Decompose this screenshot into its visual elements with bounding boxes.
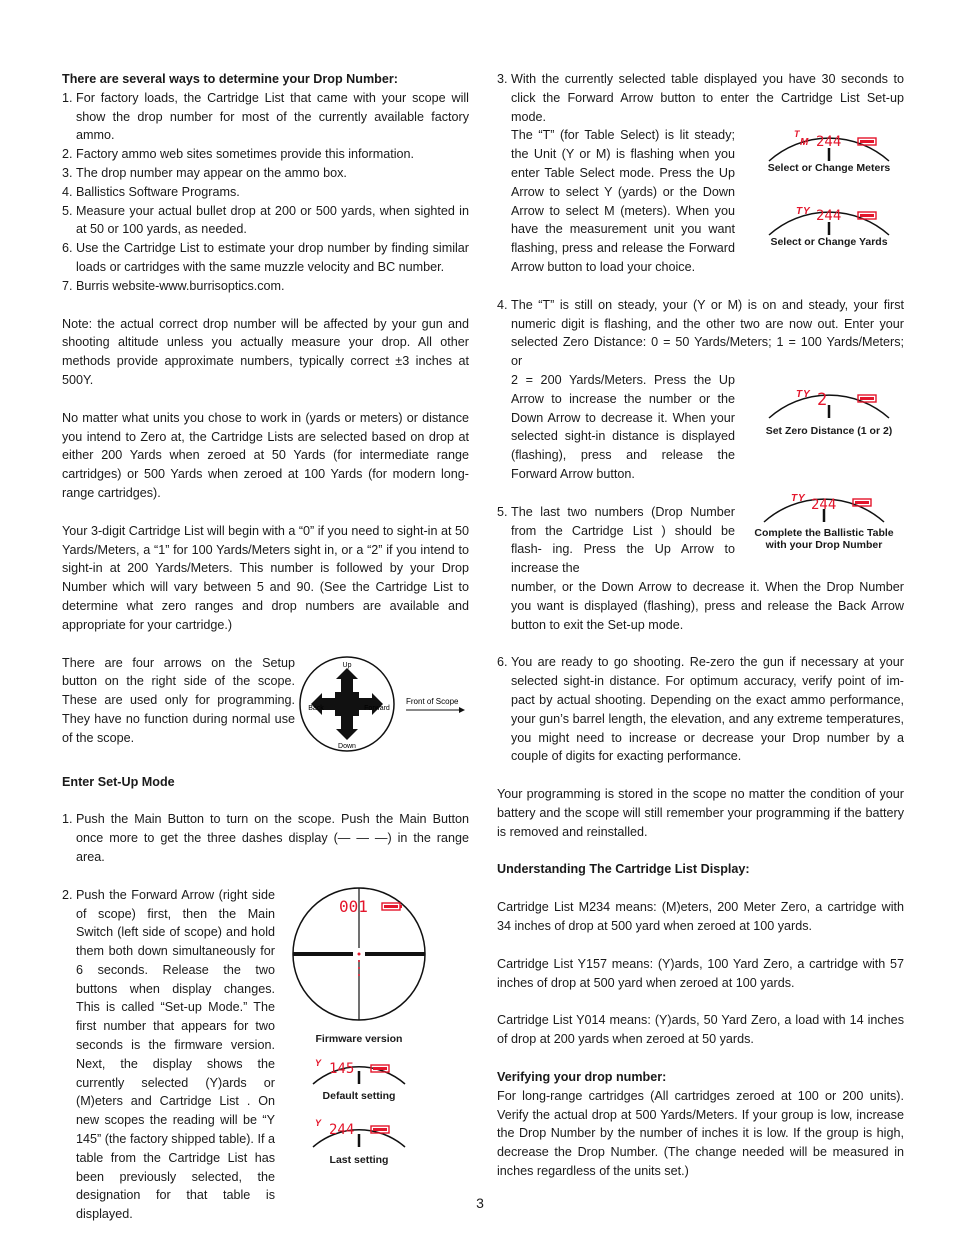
default-digits: 145 xyxy=(329,1060,355,1077)
meters-caption: Select or Change Meters xyxy=(767,162,891,175)
right-steps-6 xyxy=(497,653,904,766)
default-display xyxy=(309,1053,409,1085)
list-item: 1. For factory loads, the Cartridge List that came with your scope will show the drop number for most of the currently available factory ammo. xyxy=(62,90,469,143)
back-label: Back xyxy=(308,704,324,712)
list-item: 3. The drop number may appear on the ammo box. xyxy=(62,165,347,180)
firmware-caption: Firmware version xyxy=(315,1032,403,1045)
ways-list xyxy=(62,89,469,296)
verify-paragraph: For long-range cartridges (All cartridges zeroed at 100 or 200 units). Verify the actual drop at 500 Yards/Meters. If your group is low, increase the Drop Number by the number of inches it is low. If the group is high, decrease the Drop Number. (The change needed will be measured in inches regardless of the units set.) xyxy=(497,1088,904,1179)
y157-paragraph: Cartridge List Y157 means: (Y)ards, 100 Yard Zero, a cartridge with 57 inches of drop at 500 yard when zeroed at 100 yards. xyxy=(497,956,904,990)
digit-paragraph: Your 3-digit Cartridge List will begin with a “0” if you need to sight-in at 50 Yards/Meters, a “1” for 100 Yards/Meters sight in, or a “2” if you intend to sight-in at 200 Yards/Meters. This number is followed by your Drop Number which will vary between 5 and 90. (See the Cartridge List to determine what zero ranges and drop numbers are available and appropriate for your cartridge.) xyxy=(62,523,469,632)
svg-text:T: T xyxy=(796,388,803,400)
list-item: 2. Push the Forward Arrow (right side of scope) first, then the Main Switch (left side of scope) and hold them both down simultaneously for 6 seconds. Release the two buttons when display changes. This is called “Set-up Mode.” The first number that appears for two seconds is the firmware version. Next, the display shows the currently selected (Y)ards or (M)eters and Cartridge List . On new scopes the reading will be “Y 145” (the factory shipped table). If a table from the Cartridge List has been previously selected, the designation for that table is displayed. xyxy=(62,887,275,1222)
firmware-digits: 001 xyxy=(339,896,368,916)
zero-caption: Set Zero Distance (1 or 2) xyxy=(765,424,893,437)
list-item: 4. The “T” is still on steady, your (Y or M) is on and steady, your first numeric digit is flashing, and the other two are now out. Enter your selected Zero Distance: 0 = 50 Yards/Meters; 1 = 100 Yards/Meters; or xyxy=(497,297,904,369)
right-steps-5 xyxy=(497,503,735,578)
step3-section xyxy=(497,126,904,276)
list-item: 5. Measure your actual bullet drop at 200 or 500 yards, when sighted in at 50 or 100 yards, as needed. xyxy=(62,203,469,237)
setup-button-diagram xyxy=(297,654,469,754)
step4-figure xyxy=(754,371,904,437)
svg-text:T: T xyxy=(791,492,798,504)
meters-unit-letter: M xyxy=(800,137,809,149)
setup-steps xyxy=(62,810,469,866)
last-unit-letter: Y xyxy=(315,1118,322,1129)
step3-figures xyxy=(754,126,904,248)
yards-unit-letter: Y xyxy=(803,206,810,218)
arrows-paragraph: There are four arrows on the Setup button on the right side of the scope. These are used only for programming. They have no function during normal use of the scope. xyxy=(62,655,295,745)
setup-heading: Enter Set-Up Mode xyxy=(62,774,175,789)
page-number: 3 xyxy=(476,1195,484,1211)
last-display xyxy=(309,1112,409,1148)
step3-side-text: The “T” (for Table Select) is lit steady; the Unit (Y or M) is flashing when you enter Table Select mode. Press the Up Arrow to select Y (yards) or the Down Arrow to select M (meters). When you have the measurement unit you want flashing, press and release the Forward Arrow button to load your choice. xyxy=(511,128,735,274)
zero-display xyxy=(764,379,894,419)
list-item: 5. The last two numbers (Drop Number from the Cartridge List ) should be flash- ing. Press the Up Arrow to increase the xyxy=(497,504,735,576)
units-paragraph: No matter what units you chose to work in (yards or meters) or distance you intend to Zero at, the Cartridge Lists are selected based on drop at either 200 Yards when zeroed at 50 Yards (for intermediate range cartridges) or 500 Yards when zeroed at 100 Yards (for modern long- range cartridges). xyxy=(62,410,469,500)
list-item: 6. You are ready to go shooting. Re-zero the gun if necessary at your selected sight-in distance. For optimum accuracy, verify point of im- pact by actual shooting. Depending on the exact ammo performance, your gun’s barrel length, the elevation, and any extreme temperatures, you might need to increase or decrease your Drop number by a couple of digits for exacting performance. xyxy=(497,655,904,764)
understanding-heading: Understanding The Cartridge List Display: xyxy=(497,862,750,877)
step2-section xyxy=(62,886,469,1224)
front-of-scope-label: Front of Scope xyxy=(406,696,459,706)
last-caption: Last setting xyxy=(329,1154,389,1167)
list-item: 7. Burris website-www.burrisoptics.com. xyxy=(62,278,285,293)
svg-text:T: T xyxy=(796,206,803,218)
complete-unit-letter: Y xyxy=(798,492,805,504)
svg-text:T: T xyxy=(794,129,800,140)
left-column xyxy=(62,70,469,1224)
yards-display xyxy=(764,196,894,236)
list-item: 1. Push the Main Button to turn on the scope. Push the Main Button once more to get the three dashes display (— — —) in the range area. xyxy=(62,812,469,864)
last-digits: 244 xyxy=(329,1122,355,1139)
step5-figure xyxy=(744,483,904,551)
step4-section xyxy=(497,371,904,484)
y014-paragraph: Cartridge List Y014 means: (Y)ards, 50 Yard Zero, a load with 14 inches of drop at 200 yards when zeroed at 50 yards. xyxy=(497,1013,904,1047)
yards-caption: Select or Change Yards xyxy=(770,236,888,249)
step5-rest-text: number, or the Down Arrow to decrease it. When the Drop Number you want is displayed (flashing), press and release the Back Arrow button to exit the Set-up mode. xyxy=(511,579,904,632)
up-label: Up xyxy=(342,661,352,669)
stored-paragraph: Your programming is stored in the scope no matter the condition of your battery and the scope will still remember your programming if the battery is removed and reinstalled. xyxy=(497,787,904,839)
list-item: 6. Use the Cartridge List to estimate your drop number by finding similar loads or cartridges with the same muzzle velocity and BC number. xyxy=(62,241,469,274)
scope-figures xyxy=(289,886,429,1166)
meters-display xyxy=(764,126,894,162)
m234-paragraph: Cartridge List M234 means: (M)eters, 200 Meter Zero, a cartridge with 34 inches of drop at 500 yard when zeroed at 100 yards. xyxy=(497,900,904,934)
setup-steps-2 xyxy=(62,886,275,1224)
step5-section xyxy=(497,492,904,578)
right-steps-4 xyxy=(497,296,904,371)
list-item: 4. Ballistics Software Programs. xyxy=(62,184,240,199)
default-unit-letter: Y xyxy=(315,1057,322,1068)
complete-display xyxy=(759,483,889,523)
yards-digits: 244 xyxy=(816,208,842,225)
complete-digits: 244 xyxy=(811,496,837,513)
drop-number-heading: There are several ways to determine your Drop Number: xyxy=(62,72,398,86)
step4-side-text: 2 = 200 Yards/Meters. Press the Up Arrow to increase the number or the Down Arrow to decrease it. When your selected sight-in distance is displayed (flashing), press and release the Forward Arrow button. xyxy=(511,372,735,481)
down-label: Down xyxy=(338,742,356,750)
verify-heading: Verifying your drop number: xyxy=(497,1070,667,1085)
right-column xyxy=(497,70,904,1181)
right-steps xyxy=(497,70,904,126)
list-item: 3. With the currently selected table displayed you have 30 seconds to click the Forward Arrow button to enter the Cartridge List Set-up mode. xyxy=(497,72,904,124)
note-paragraph: Note: the actual correct drop number will be affected by your gun and shooting altitude unless you actually measure your drop. All other methods provide approximate numbers, typically correct ±3 inches at 500Y. xyxy=(62,316,469,387)
list-item: 2. Factory ammo web sites sometimes provide this information. xyxy=(62,147,415,162)
arrows-section xyxy=(62,654,469,754)
front-arrow-icon xyxy=(459,707,465,713)
default-caption: Default setting xyxy=(322,1090,396,1103)
zero-digit: 2 xyxy=(817,389,828,410)
meters-digits: 244 xyxy=(816,134,842,151)
zero-unit-letter: Y xyxy=(803,388,810,400)
reticle-display xyxy=(291,886,427,1026)
forward-label: Forward xyxy=(364,704,390,712)
complete-caption: Complete the Ballistic Table with your Drop Number xyxy=(754,526,894,551)
